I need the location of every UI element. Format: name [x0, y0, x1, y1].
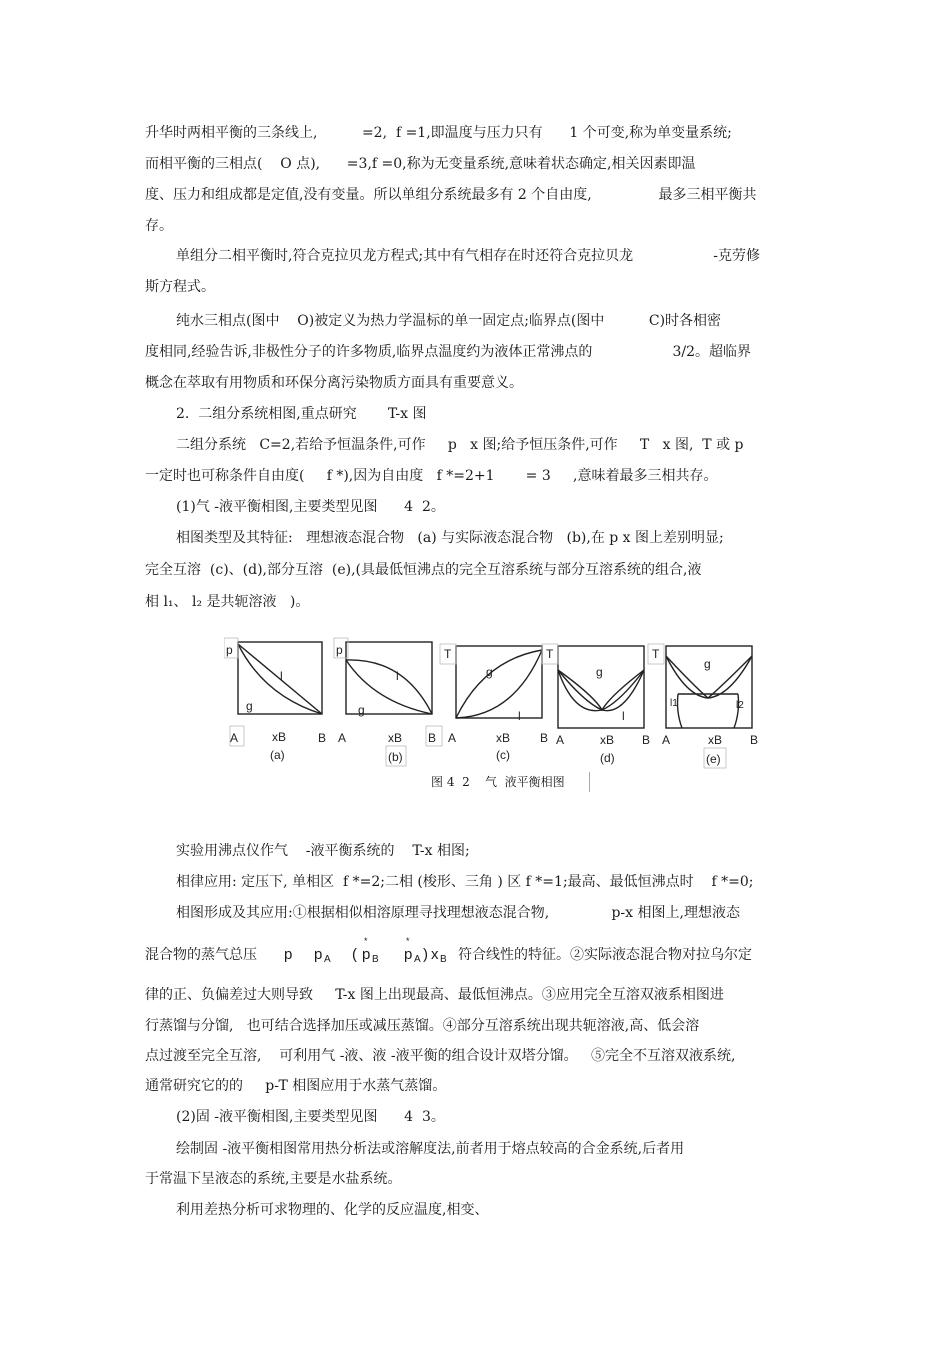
axis-label-y: p [336, 643, 343, 657]
axis-label-x: xB [708, 733, 723, 747]
section-heading: 2. 二组分系统相图,重点研究 T-x 图 [176, 406, 427, 422]
text-line: 混合物的蒸气总压 [145, 947, 257, 963]
subsection-heading: (1)气 -液平衡相图,主要类型见图 4 2。 [176, 499, 445, 515]
text-line: 升华时两相平衡的三条线上, =2, f =1,即温度与压力只有 1 个可变,称为单变量系统; [145, 125, 732, 141]
subsection-heading: (2)固 -液平衡相图,主要类型见图 4 3。 [176, 1109, 445, 1125]
figure-caption: 图 4 2 气 液平衡相图 [431, 772, 590, 792]
phase-label: l [622, 709, 625, 723]
text-line: 相图类型及其特征: 理想液态混合物 (a) 与实际液态混合物 (b),在 p x 图上差别明显; [176, 530, 724, 546]
text-line: 实验用沸点仪作气 -液平衡系统的 T-x 相图; [176, 843, 470, 859]
axis-label-left: A [556, 733, 565, 747]
text-line: 绘制固 -液平衡相图常用热分析法或溶解度法,前者用于熔点较高的合金系统,后者用 [176, 1141, 685, 1157]
panel-tag: (e) [706, 752, 721, 766]
text-line: 行蒸馏与分馏, 也可结合选择加压或减压蒸馏。④部分互溶系统出现共轭溶液,高、低会溶 [145, 1018, 700, 1034]
phase-label: g [486, 665, 493, 679]
text-line: 符合线性的特征。②实际液态混合物对拉乌尔定 [458, 947, 752, 963]
axis-label-y: p [226, 643, 233, 657]
phase-label: l1 [670, 698, 678, 709]
text-line: 点过渡至完全互溶, 可利用气 -液、液 -液平衡的组合设计双塔分馏。 ⑤完全不互溶双液系统, [145, 1048, 736, 1064]
axis-label-right: B [540, 731, 549, 745]
axis-label-x: xB [600, 733, 615, 747]
formula-star: * [364, 936, 368, 946]
panel-tag: (a) [270, 748, 285, 762]
text-line: 二组分系统 C=2,若给予恒温条件,可作 p x 图;给予恒压条件,可作 T x 图, T 或 p [176, 437, 744, 453]
text-line: 相图形成及其应用:①根据相似相溶原理寻找理想液态混合物, p-x 相图上,理想液态 [176, 905, 740, 921]
formula-sub: B [372, 954, 379, 965]
text-line: 度、压力和组成都是定值,没有变量。所以单组分系统最多有 2 个自由度, 最多三相平衡共 [145, 187, 757, 203]
panel-tag: (c) [496, 748, 510, 762]
phase-label: l [396, 669, 399, 683]
formula-p: p [284, 946, 293, 963]
vapor-pressure-formula: p p A ( p * B p * A ) x B [284, 936, 447, 965]
axis-label-y: T [444, 647, 452, 661]
axis-label-y: T [652, 647, 660, 661]
phase-label: g [704, 657, 711, 671]
axis-label-left: A [448, 731, 457, 745]
axis-label-x: xB [388, 731, 403, 745]
formula-sub: B [440, 954, 447, 965]
axis-label-right: B [642, 733, 651, 747]
text-line: 相律应用: 定压下, 单相区 f *=2;二相 (梭形、三角 ) 区 f *=1;最高、最低恒沸点时 f *=0; [176, 874, 754, 890]
text-line: 度相同,经验告诉,非极性分子的许多物质,临界点温度约为液体正常沸点的 3/2。超临界 [145, 344, 751, 360]
panel-e [648, 644, 758, 768]
panel-c [440, 644, 548, 762]
text-line: 利用差热分析可求物理的、化学的反应温度,相变、 [176, 1202, 489, 1218]
formula-sub: A [324, 954, 331, 965]
phase-label: l [518, 709, 521, 723]
axis-label-right: B [428, 731, 437, 745]
text-line: 纯水三相点(图中 O)被定义为热力学温标的单一固定点;临界点(图中 C)时各相密 [176, 313, 722, 329]
axis-label-x: xB [272, 730, 287, 744]
panel-tag: (d) [600, 751, 615, 765]
axis-label-y: T [546, 647, 554, 661]
text-line: 斯方程式。 [145, 279, 215, 295]
text-line: 单组分二相平衡时,符合克拉贝龙方程式;其中有气相存在时还符合克拉贝龙 -克劳修 [176, 248, 760, 264]
axis-label-left: A [230, 731, 239, 745]
panel-tag: (b) [388, 750, 403, 764]
text-line: 于常温下呈液态的系统,主要是水盐系统。 [145, 1171, 402, 1187]
formula-star: * [406, 936, 410, 946]
text-line: 律的正、负偏差过大则导致 T-x 图上出现最高、最低恒沸点。③应用完全互溶双液系相图进 [145, 987, 724, 1003]
axis-label-left: A [338, 731, 347, 745]
formula-x: x [431, 946, 439, 963]
phase-label: g [246, 699, 253, 713]
axis-label-left: A [662, 733, 671, 747]
panel-a [224, 638, 326, 762]
text-line: 相 l₁、 l₂ 是共轭溶液 )。 [145, 594, 310, 610]
phase-label: g [596, 665, 603, 679]
formula-pA: p [314, 946, 323, 963]
text-line: 通常研究它的的 p-T 相图应用于水蒸气蒸馏。 [145, 1078, 447, 1094]
formula-pA-star: p [404, 946, 413, 963]
phase-label: l2 [736, 700, 744, 711]
formula-pB: p [362, 946, 371, 963]
phase-label: l [280, 669, 283, 683]
phase-label: g [358, 703, 365, 717]
text-line: 一定时也可称条件自由度( f *),因为自由度 f *=2+1 = 3 ,意味着最多三相共存。 [145, 468, 718, 484]
text-line: 而相平衡的三相点( O 点), =3,f =0,称为无变量系统,意味着状态确定,相关因素即温 [145, 156, 696, 172]
text-line: 完全互溶 (c)、(d),部分互溶 (e),(具最低恒沸点的完全互溶系统与部分互溶系统的组合,液 [145, 562, 702, 578]
text-line: 概念在萃取有用物质和环保分离污染物质方面具有重要意义。 [145, 375, 523, 391]
axis-label-x: xB [496, 731, 511, 745]
panel-d [542, 644, 650, 765]
axis-label-right: B [318, 731, 327, 745]
axis-label-right: B [750, 733, 759, 747]
text-line: 存。 [145, 218, 173, 234]
formula-sub: A [414, 954, 421, 965]
panel-b [334, 638, 442, 766]
